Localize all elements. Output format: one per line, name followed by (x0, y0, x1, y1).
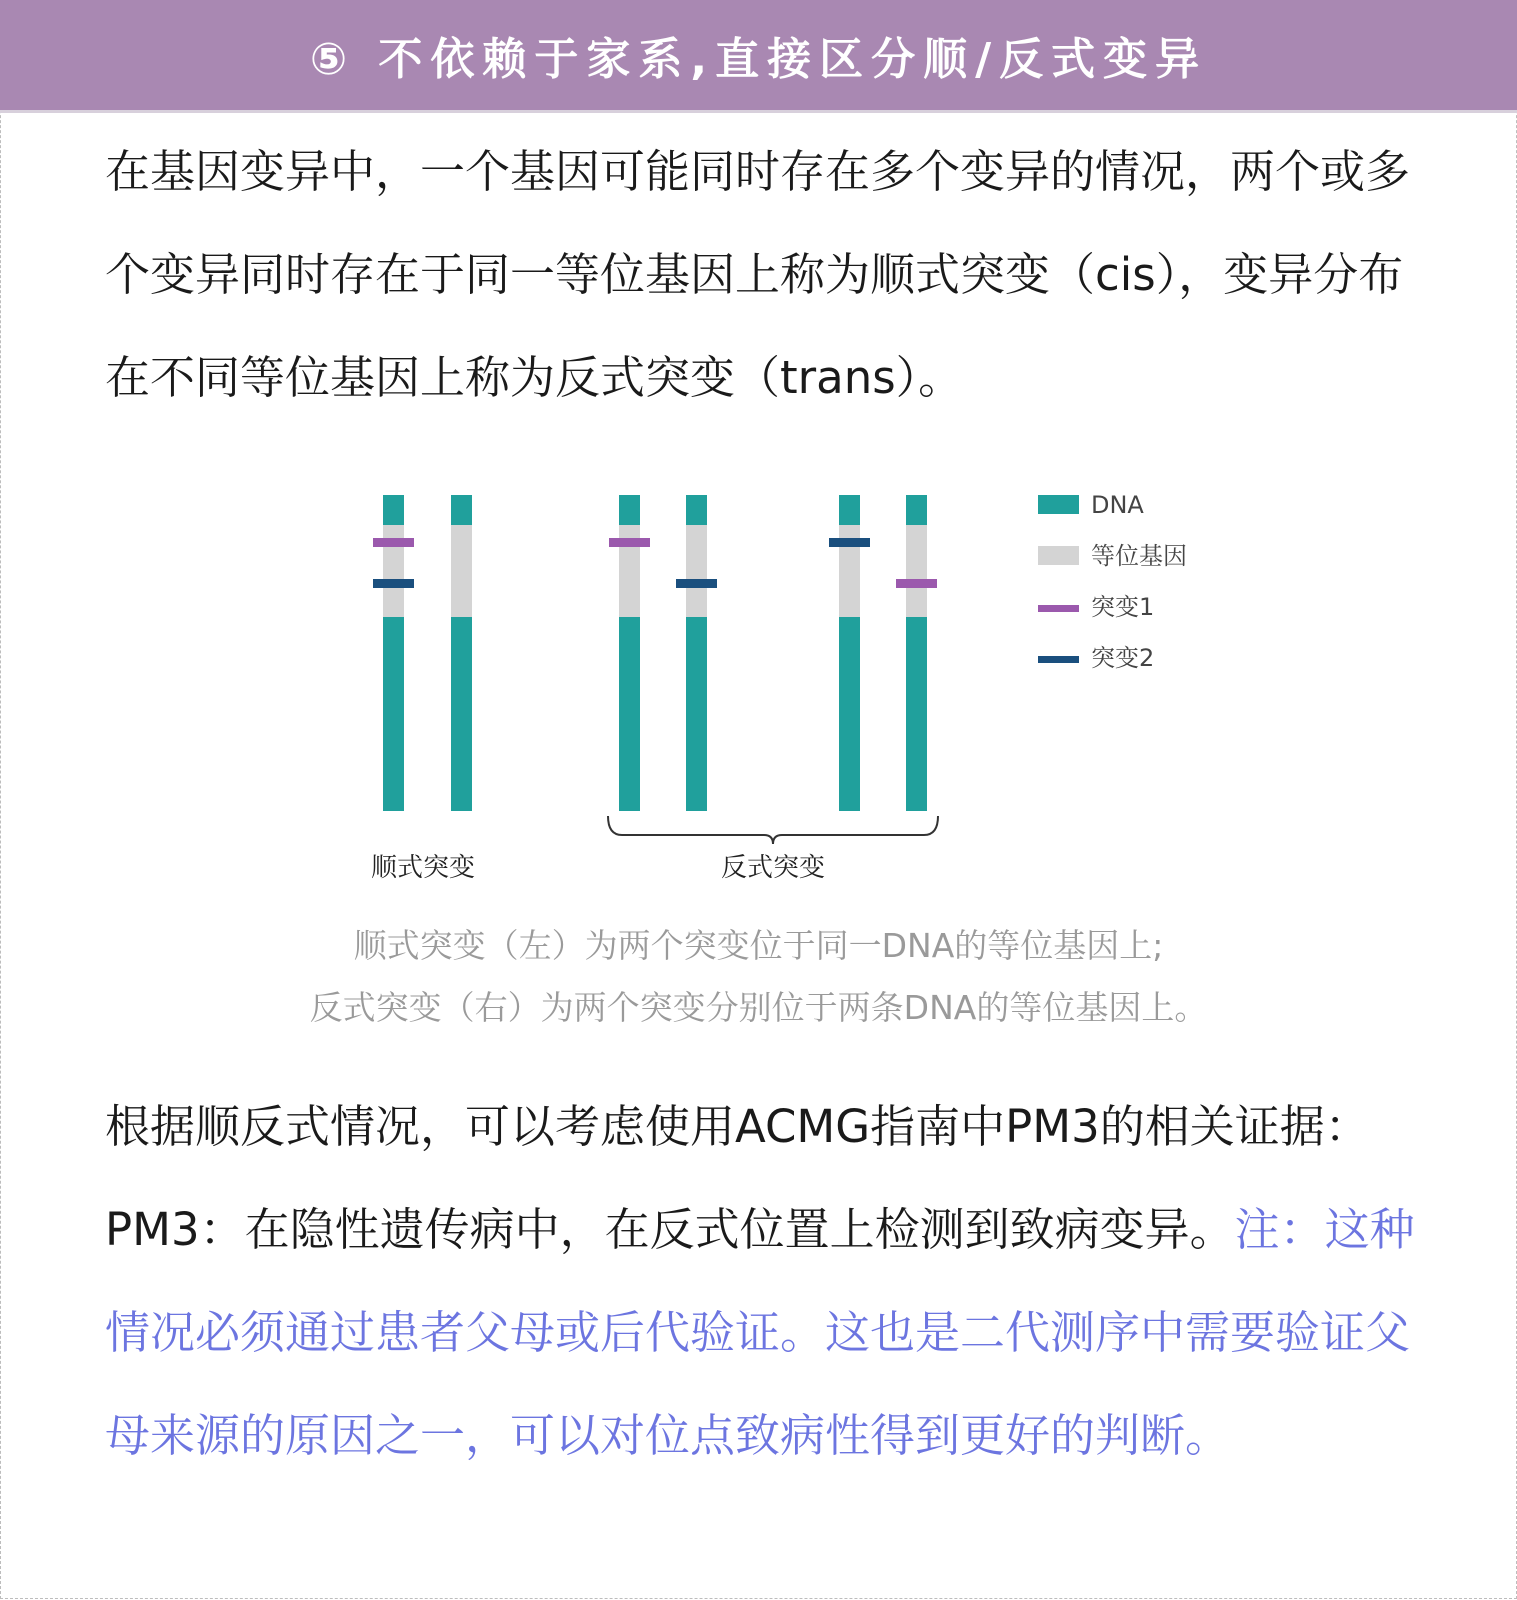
legend-label-allele: 等位基因 (1091, 542, 1187, 570)
legend-swatch-mutation-2 (1038, 656, 1079, 663)
mutation-2-mark (829, 538, 870, 547)
cis-label: 顺式突变 (370, 853, 476, 883)
chromosome-trans-3 (829, 495, 870, 811)
legend-label-mutation-2: 突变2 (1091, 644, 1155, 672)
chromosome-cis-1 (373, 495, 414, 811)
cis-trans-diagram (360, 490, 1240, 890)
trans-label: 反式突变 (720, 853, 826, 883)
legend-swatch-allele (1038, 546, 1079, 565)
body-paragraph (105, 1075, 1415, 1487)
chromosome-trans-4 (896, 495, 937, 811)
chromosome-trans-2 (676, 495, 717, 811)
body-note: 注：这种情况必须通过患者父母或后代验证。这也是二代测序中需要验证父母来源的原因之一，可以对位点致病性得到更好的判断。 (105, 1203, 1415, 1462)
body-text: 根据顺反式情况，可以考虑使用ACMG指南中PM3的相关证据：PM3：在隐性遗传病中，在反式位置上检测到致病变异。 (105, 1100, 1370, 1256)
caption-line-2: 反式突变（右）为两个突变分别位于两条DNA的等位基因上。 (309, 988, 1208, 1027)
chromosome-cis-2 (451, 495, 472, 811)
chromosome-trans-1 (609, 495, 650, 811)
legend-label-dna: DNA (1091, 491, 1144, 519)
mutation-1-mark (896, 579, 937, 588)
section-title: ⑤ 不依赖于家系,直接区分顺/反式变异 (309, 34, 1208, 85)
trans-brace (608, 816, 938, 844)
legend-label-mutation-1: 突变1 (1091, 593, 1155, 621)
section-header (0, 0, 1517, 110)
caption-line-1: 顺式突变（左）为两个突变位于同一DNA的等位基因上; (353, 926, 1164, 965)
mutation-2-mark (676, 579, 717, 588)
mutation-2-mark (373, 579, 414, 588)
mutation-1-mark (373, 538, 414, 547)
intro-paragraph: 在基因变异中，一个基因可能同时存在多个变异的情况，两个或多个变异同时存在于同一等位基因上称为顺式突变（cis），变异分布在不同等位基因上称为反式突变（trans）。 (105, 145, 1411, 404)
legend-swatch-dna (1038, 495, 1079, 514)
mutation-1-mark (609, 538, 650, 547)
legend (1038, 491, 1187, 672)
legend-swatch-mutation-1 (1038, 605, 1079, 612)
